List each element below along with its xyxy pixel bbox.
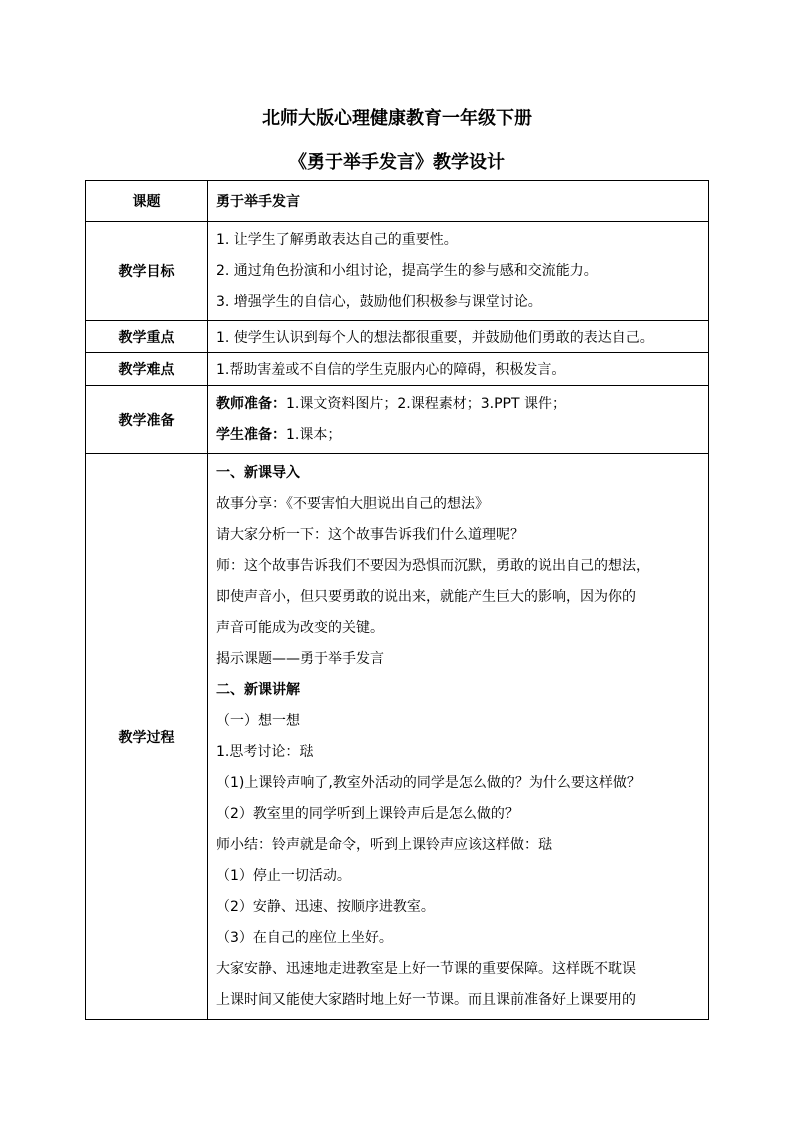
document-subtitle: 《勇于举手发言》教学设计 [289,152,505,173]
section-heading: 二、新课讲解 [216,681,300,698]
teacher-preparation-value: 1.课文资料图片；2.课程素材；3.PPT 课件； [286,395,566,412]
process-label: 教学过程 [86,454,208,1020]
student-preparation [216,420,708,451]
difficulty-label: 教学难点 [86,353,208,386]
preparation-content [208,386,709,454]
objective-line: 2. 通过角色扮演和小组讨论，提高学生的参与感和交流能力。 [216,262,598,279]
student-preparation-label: 学生准备： [216,426,286,443]
process-line: （3）在自己的座位上坐好。 [216,929,393,946]
objectives-label: 教学目标 [86,222,208,321]
difficulty-value: 1.帮助害羞或不自信的学生克服内心的障碍，积极发言。 [208,353,709,386]
process-line: （1）停止一切活动。 [216,867,351,884]
topic-label: 课题 [86,181,208,222]
process-line: 师：这个故事告诉我们不要因为恐惧而沉默，勇敢的说出自己的想法， [216,557,650,574]
row-preparation [86,386,709,454]
objective-line: 1. 让学生了解勇敢表达自己的重要性。 [216,231,458,248]
process-line: 揭示课题——勇于举手发言 [216,650,384,667]
process-line: 上课时间又能使大家踏时地上好一节课。而且课前准备好上课要用的 [216,991,636,1008]
teacher-preparation [216,389,708,420]
document-title: 北师大版心理健康教育一年级下册 [262,108,532,129]
row-topic [86,181,709,222]
process-line: （2）安静、迅速、按顺序进教室。 [216,898,435,915]
process-line: 师小结：铃声就是命令，听到上课铃声应该这样做：琺 [216,836,552,853]
row-difficulty [86,353,709,386]
process-line: 请大家分析一下：这个故事告诉我们什么道理呢？ [216,526,524,543]
process-line: 即使声音小，但只要勇敢的说出来，就能产生巨大的影响，因为你的 [216,588,636,605]
objective-line: 3. 增强学生的自信心，鼓励他们积极参与课堂讨论。 [216,293,542,310]
process-line: （2）教室里的同学听到上课铃声后是怎么做的？ [216,805,519,822]
process-line: 声音可能成为改变的关键。 [216,619,384,636]
row-process [86,454,709,1020]
process-line: （一）想一想 [216,712,300,729]
objectives-content [208,222,709,321]
row-objectives [86,222,709,321]
process-line: 故事分享：《不要害怕大胆说出自己的想法》 [216,495,489,512]
lesson-plan-table [85,180,709,1020]
topic-text: 勇于举手发言 [216,194,300,210]
topic-value [208,181,709,222]
key-point-value: 1. 使学生认识到每个人的想法都很重要，并鼓励他们勇敢的表达自己。 [208,321,709,353]
process-line: （1)上课铃声响了,教室外活动的同学是怎么做的？为什么要这样做？ [216,774,641,791]
student-preparation-value: 1.课本； [286,426,342,443]
preparation-label: 教学准备 [86,386,208,454]
section-heading: 一、新课导入 [216,464,300,481]
process-content [208,454,709,1020]
process-line: 1.思考讨论：琺 [216,743,314,760]
process-line: 大家安静、迅速地走进教室是上好一节课的重要保障。这样既不耽误 [216,960,636,977]
teacher-preparation-label: 教师准备： [216,395,286,412]
key-point-label: 教学重点 [86,321,208,353]
row-key-point [86,321,709,353]
